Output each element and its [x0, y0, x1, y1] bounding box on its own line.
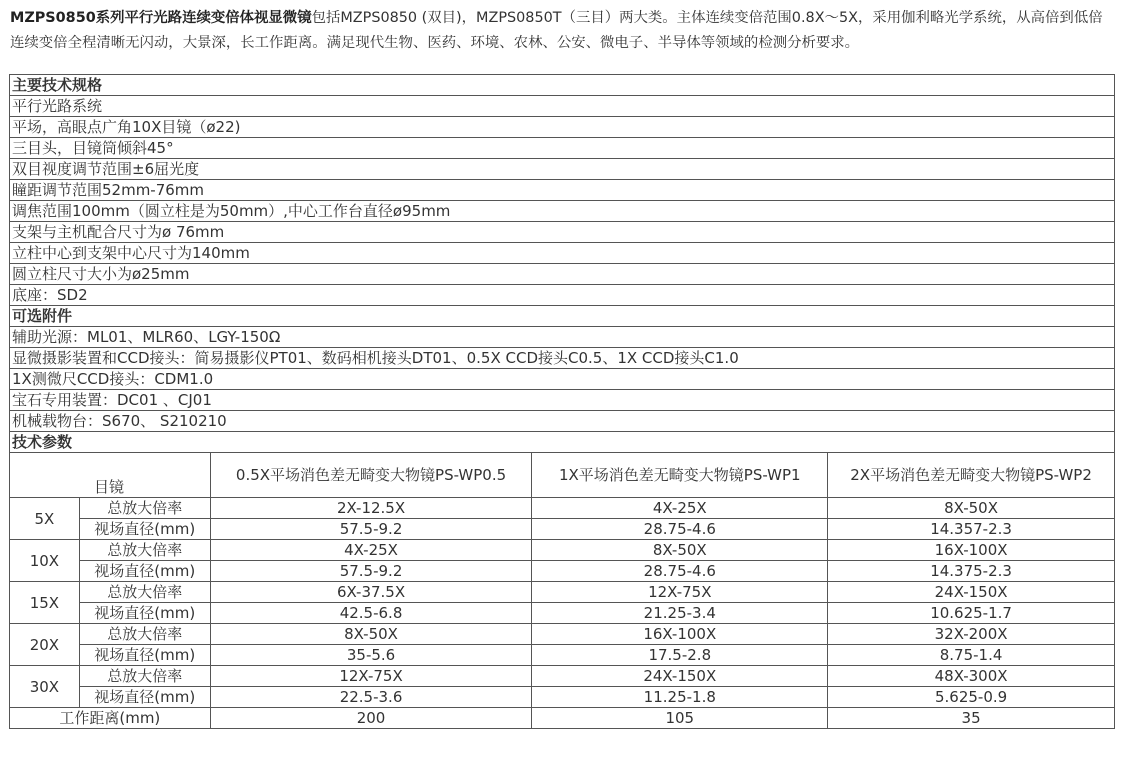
accessory-item: 1X测微尺CCD接头：CDM1.0: [10, 369, 1115, 390]
fov-value: 11.25-1.8: [532, 687, 828, 708]
row-label: 视场直径(mm): [79, 645, 210, 666]
fov-value: 42.5-6.8: [210, 603, 532, 624]
mag-value: 8X-50X: [210, 624, 532, 645]
table-row: [10, 96, 1115, 117]
table-row: [10, 243, 1115, 264]
row-label: 工作距离(mm): [10, 708, 211, 729]
mag-value: 4X-25X: [210, 540, 532, 561]
product-title: MZPS0850系列平行光路连续变倍体视显微镜: [10, 10, 312, 26]
mag-value: 24X-150X: [828, 582, 1115, 603]
mag-value: 2X-12.5X: [210, 498, 532, 519]
table-row: [10, 327, 1115, 348]
fov-value: 14.375-2.3: [828, 561, 1115, 582]
spec-item: 圆立柱尺寸大小为ø25mm: [10, 264, 1115, 285]
fov-value: 14.357-2.3: [828, 519, 1115, 540]
section-heading: 主要技术规格: [10, 75, 1115, 96]
spec-item: 瞳距调节范围52mm-76mm: [10, 180, 1115, 201]
row-label: 视场直径(mm): [79, 519, 210, 540]
section-heading: 可选附件: [10, 306, 1115, 327]
mag-value: 48X-300X: [828, 666, 1115, 687]
mag-value: 8X-50X: [532, 540, 828, 561]
spec-item: 三目头，目镜筒倾斜45°: [10, 138, 1115, 159]
intro-text: 包括MZPS0850 (双目)，MZPS0850T（三目）两大类。主体连续变倍范围0.8X～5X，采用伽利略光学系统，从高倍到低倍连续变倍全程清晰无闪动，大景深，长工作距离。满足现代生物、医药、环境、农林、公安、微电子、半导体等领域的检测分析要求。: [10, 10, 1103, 51]
fov-value: 10.625-1.7: [828, 603, 1115, 624]
table-row: [10, 138, 1115, 159]
row-label: 总放大倍率: [79, 498, 210, 519]
table-row: [10, 624, 1115, 645]
objective-header: 1X平场消色差无畸变大物镜PS-WP1: [532, 453, 828, 498]
section-row: [10, 75, 1115, 96]
table-row: [10, 264, 1115, 285]
fov-value: 21.25-3.4: [532, 603, 828, 624]
table-row: [10, 582, 1115, 603]
fov-value: 17.5-2.8: [532, 645, 828, 666]
mag-value: 24X-150X: [532, 666, 828, 687]
spec-item: 支架与主机配合尺寸为ø 76mm: [10, 222, 1115, 243]
section-row: [10, 306, 1115, 327]
mag-value: 4X-25X: [532, 498, 828, 519]
wd-value: 105: [532, 708, 828, 729]
row-label: 视场直径(mm): [79, 603, 210, 624]
section-heading: 技术参数: [10, 432, 1115, 453]
spec-item: 立柱中心到支架中心尺寸为140mm: [10, 243, 1115, 264]
wd-value: 35: [828, 708, 1115, 729]
accessory-item: 显微摄影装置和CCD接头：简易摄影仪PT01、数码相机接头DT01、0.5X CCD接头C0.5、1X CCD接头C1.0: [10, 348, 1115, 369]
accessory-item: 机械载物台：S670、 S210210: [10, 411, 1115, 432]
objective-header: 0.5X平场消色差无畸变大物镜PS-WP0.5: [210, 453, 532, 498]
table-row: [10, 519, 1115, 540]
row-label: 总放大倍率: [79, 582, 210, 603]
mag-value: 6X-37.5X: [210, 582, 532, 603]
row-label: 视场直径(mm): [79, 687, 210, 708]
row-label: 总放大倍率: [79, 666, 210, 687]
eyepiece-mag: 20X: [10, 624, 80, 666]
table-row: [10, 645, 1115, 666]
eyepiece-mag: 30X: [10, 666, 80, 708]
table-row: [10, 159, 1115, 180]
mag-value: 32X-200X: [828, 624, 1115, 645]
table-row: [10, 561, 1115, 582]
table-row: [10, 285, 1115, 306]
mag-value: 16X-100X: [828, 540, 1115, 561]
table-row: [10, 666, 1115, 687]
fov-value: 28.75-4.6: [532, 561, 828, 582]
row-label: 总放大倍率: [79, 540, 210, 561]
fov-value: 5.625-0.9: [828, 687, 1115, 708]
fov-value: 28.75-4.6: [532, 519, 828, 540]
table-row: [10, 411, 1115, 432]
header-row: [10, 453, 1115, 498]
eyepiece-header: 目镜: [10, 453, 211, 498]
table-row: [10, 117, 1115, 138]
section-row: [10, 432, 1115, 453]
table-row: [10, 603, 1115, 624]
row-label: 总放大倍率: [79, 624, 210, 645]
spec-item: 调焦范围100mm（圆立柱是为50mm）,中心工作台直径ø95mm: [10, 201, 1115, 222]
objective-header: 2X平场消色差无畸变大物镜PS-WP2: [828, 453, 1115, 498]
accessory-item: 辅助光源：ML01、MLR60、LGY-150Ω: [10, 327, 1115, 348]
mag-value: 8X-50X: [828, 498, 1115, 519]
wd-value: 200: [210, 708, 532, 729]
row-label: 视场直径(mm): [79, 561, 210, 582]
intro-paragraph: [10, 6, 1115, 56]
table-row: [10, 201, 1115, 222]
table-row: [10, 348, 1115, 369]
mag-value: 16X-100X: [532, 624, 828, 645]
fov-value: 35-5.6: [210, 645, 532, 666]
table-row: [10, 687, 1115, 708]
table-row: [10, 222, 1115, 243]
fov-value: 57.5-9.2: [210, 519, 532, 540]
fov-value: 22.5-3.6: [210, 687, 532, 708]
spec-item: 双目视度调节范围±6屈光度: [10, 159, 1115, 180]
mag-value: 12X-75X: [210, 666, 532, 687]
spec-item: 底座：SD2: [10, 285, 1115, 306]
table-row: [10, 369, 1115, 390]
spec-table: [9, 74, 1115, 729]
fov-value: 8.75-1.4: [828, 645, 1115, 666]
fov-value: 57.5-9.2: [210, 561, 532, 582]
eyepiece-mag: 5X: [10, 498, 80, 540]
table-row: [10, 540, 1115, 561]
table-row: [10, 708, 1115, 729]
table-row: [10, 498, 1115, 519]
spec-item: 平行光路系统: [10, 96, 1115, 117]
mag-value: 12X-75X: [532, 582, 828, 603]
eyepiece-mag: 10X: [10, 540, 80, 582]
table-row: [10, 180, 1115, 201]
spec-item: 平场，高眼点广角10X目镜（ø22): [10, 117, 1115, 138]
table-row: [10, 390, 1115, 411]
accessory-item: 宝石专用装置：DC01 、CJ01: [10, 390, 1115, 411]
eyepiece-mag: 15X: [10, 582, 80, 624]
